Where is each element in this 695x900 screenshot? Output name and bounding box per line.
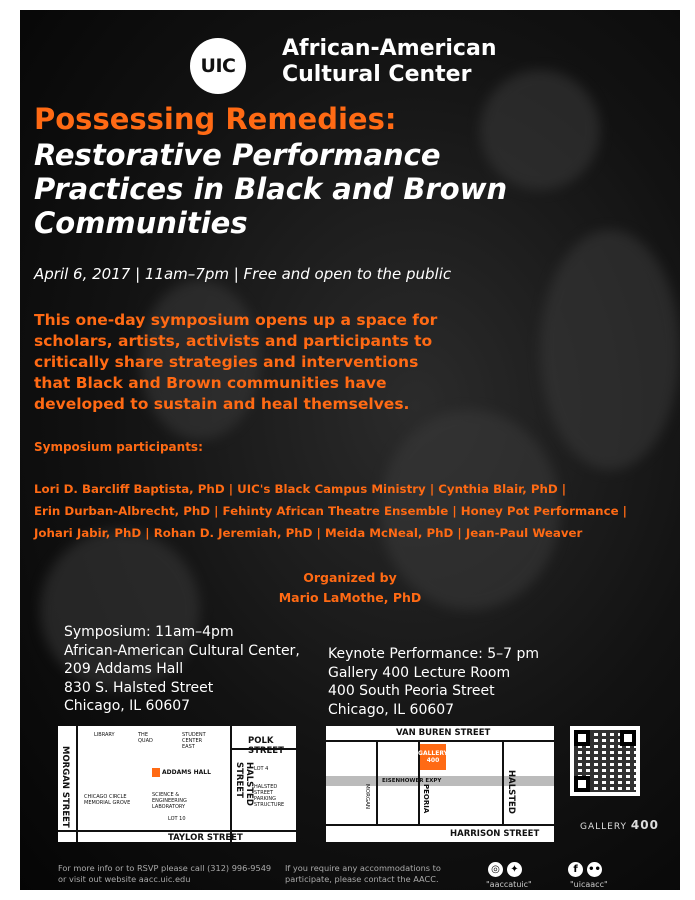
venue-line: Keynote Performance: 5–7 pm <box>328 646 540 662</box>
map-street-line <box>58 830 296 832</box>
campus-map <box>58 726 296 842</box>
footer-accommodations: If you require any accommodations to participate, please contact the AACC. <box>285 863 441 884</box>
participants-label: Symposium participants: <box>34 440 203 454</box>
photo-background <box>540 230 680 470</box>
map-street-line <box>230 726 232 842</box>
poster <box>20 10 680 890</box>
map-label-morgan: MORGAN <box>364 784 370 810</box>
map-street-line <box>376 740 378 826</box>
center-name-line1: African-American <box>282 36 497 61</box>
dateline: April 6, 2017 | 11am–7pm | Free and open to the public <box>34 265 452 283</box>
social-group-1 <box>488 862 526 877</box>
map-label-student-center: STUDENT CENTER EAST <box>182 732 206 750</box>
map-street-line <box>502 740 504 826</box>
map-label-taylor: TAYLOR STREET <box>168 833 243 843</box>
gallery-400-logo <box>580 818 659 832</box>
participants-line: Johari Jabir, PhD | Rohan D. Jeremiah, PhD | Meida McNeal, PhD | Jean-Paul Weaver <box>34 526 583 540</box>
participants-line: Erin Durban-Albrecht, PhD | Fehinty African Theatre Ensemble | Honey Pot Performance | <box>34 504 627 518</box>
keynote-venue <box>328 645 588 719</box>
map-label-peoria: PEORIA <box>422 784 430 814</box>
location-marker-icon <box>152 768 160 777</box>
qr-corner <box>620 730 636 746</box>
map-label-halsted: HALSTED <box>506 770 516 814</box>
qr-corner <box>574 730 590 746</box>
venue-line: Chicago, IL 60607 <box>328 701 455 718</box>
venue-line: 209 Addams Hall <box>64 661 184 677</box>
map-label-expressway: EISENHOWER EXPY <box>382 778 442 784</box>
symposium-venue <box>64 623 324 716</box>
flickr-icon[interactable]: •• <box>588 864 601 875</box>
map-label-quad: THE QUAD <box>138 732 153 744</box>
social-handle-2: "uicaacc" <box>570 880 608 889</box>
map-street-line <box>76 726 78 842</box>
map-label-van-buren: VAN BUREN STREET <box>396 728 491 738</box>
gallery-location-marker: GALLERY 400 <box>420 744 446 770</box>
map-label-library: LIBRARY <box>94 732 115 738</box>
map-label-halsted: HALSTED STREET <box>234 762 254 806</box>
map-label-sel: SCIENCE & ENGINEERING LABORATORY <box>152 792 187 810</box>
map-label-addams: ADDAMS HALL <box>162 769 211 776</box>
qr-corner <box>574 776 590 792</box>
participants-line: Lori D. Barcliff Baptista, PhD | UIC's Black Campus Ministry | Cynthia Blair, PhD | <box>34 482 567 496</box>
qr-code-icon[interactable] <box>570 726 640 796</box>
organizer-name: Mario LaMothe, PhD <box>278 590 422 605</box>
venue-line: Chicago, IL 60607 <box>64 698 191 714</box>
organizer <box>20 568 680 608</box>
map-label-grove: CHICAGO CIRCLE MEMORIAL GROVE <box>84 794 131 806</box>
gallery-map <box>326 726 554 842</box>
participants-list <box>34 478 634 544</box>
map-street-line <box>326 824 554 826</box>
center-name <box>282 36 496 88</box>
gallery-logo-number: 400 <box>630 818 659 832</box>
twitter-icon[interactable]: ✦ <box>507 862 522 877</box>
title-line2: Restorative Performance Practices in Black and Brown Communities <box>34 138 508 240</box>
venue-line: Symposium: 11am–4pm <box>64 624 234 640</box>
center-name-line2: Cultural Center <box>282 62 472 87</box>
venue-line: Gallery 400 Lecture Room <box>328 664 511 681</box>
gallery-logo-word: GALLERY <box>580 822 628 832</box>
footer-contact: For more info or to RSVP please call (312) 996-9549 or visit out website aacc.uic.edu <box>58 863 272 884</box>
title-line1: Possessing Remedies: <box>34 102 397 136</box>
facebook-icon[interactable]: f <box>568 862 583 877</box>
venue-line: African-American Cultural Center, <box>64 642 300 659</box>
map-label-lot4: LOT 4 <box>254 766 269 772</box>
venue-line: 400 South Peoria Street <box>328 683 495 699</box>
venue-line: 830 S. Halsted Street <box>64 679 214 696</box>
map-label-lot10: LOT 10 <box>168 816 186 822</box>
map-label-polk: POLK STREET <box>248 736 284 756</box>
map-label-morgan: MORGAN STREET <box>60 746 70 828</box>
social-handle-1: "aaccatuic" <box>486 880 532 889</box>
map-label-parking: HALSTED STREET PARKING STRUCTURE <box>254 784 285 808</box>
map-street-line <box>326 740 554 742</box>
intro-text: This one-day symposium opens up a space for scholars, artists, activists and participants to critically share strategies and interventions that Black and Brown communities have developed to sustain and heal themselves. <box>34 311 438 413</box>
social-group-2 <box>568 862 606 877</box>
map-label-harrison: HARRISON STREET <box>450 829 540 839</box>
organized-label: Organized by <box>303 570 397 585</box>
uic-logo: UIC <box>190 38 246 94</box>
instagram-icon[interactable]: ◎ <box>488 862 503 877</box>
